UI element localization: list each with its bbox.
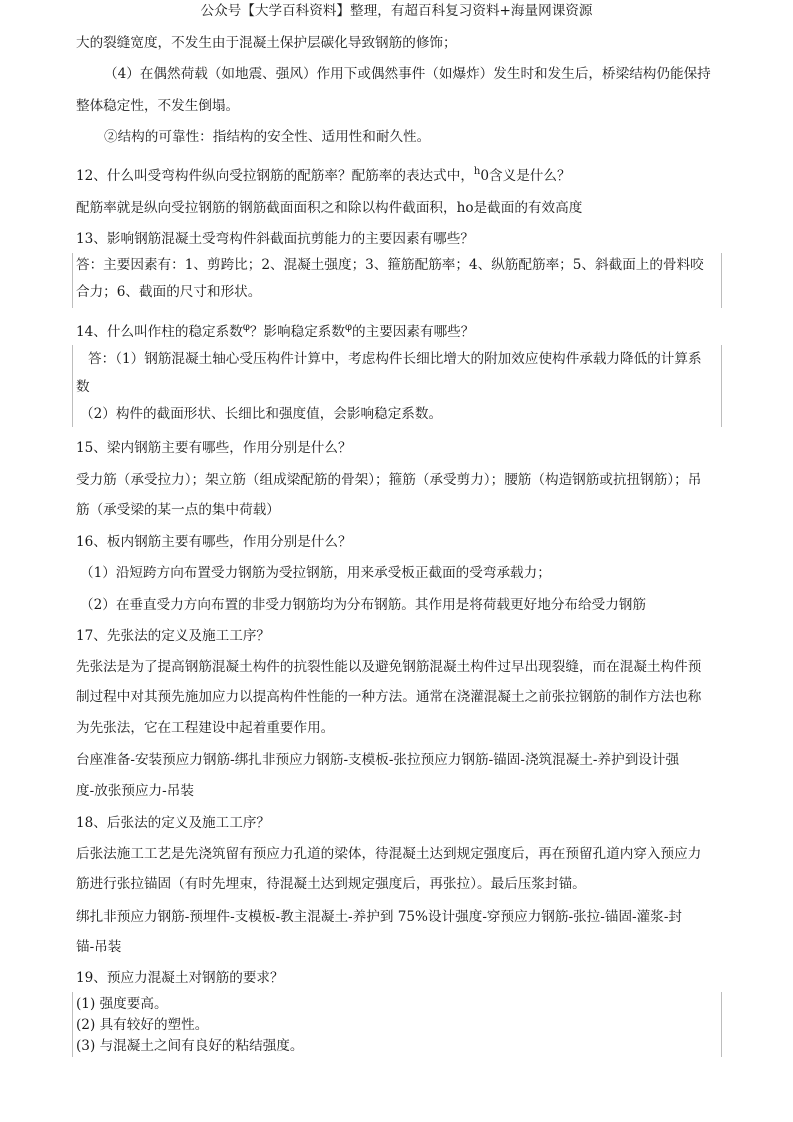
question-13: 13、影响钢筋混凝土受弯构件斜截面抗剪能力的主要因素有哪些？: [76, 231, 474, 247]
paragraph-line: 大的裂缝宽度，不发生由于混凝土保护层碳化导致钢筋的修饰；: [76, 35, 457, 51]
question-19: 19、预应力混凝土对钢筋的要求？: [76, 970, 284, 986]
answer-17-line: 先张法是为了提高钢筋混凝土构件的抗裂性能以及避免钢筋混凝土构件过早出现裂缝，而在混凝土构件预: [76, 659, 702, 675]
paragraph-line: ②结构的可靠性：指结构的安全性、适用性和耐久性。: [104, 129, 431, 145]
answer-17-line: 为先张法，它在工程建设中起着重要作用。: [76, 720, 335, 736]
answer-13-line: 合力；6、截面的尺寸和形状。: [76, 284, 262, 300]
answer-14-line: 答：（1）钢筋混凝土轴心受压构件计算中，考虑构件长细比增大的附加效应使构件承载力降低的计算系: [88, 351, 702, 367]
question-text: ？影响稳定系数: [249, 324, 345, 340]
phi-symbol: φ: [242, 322, 250, 333]
answer-12: 配筋率就是纵向受拉钢筋的钢筋截面面积之和除以构件截面积，ho是截面的有效高度: [76, 200, 583, 216]
question-18: 18、后张法的定义及施工工序？: [76, 815, 271, 831]
question-15: 15、梁内钢筋主要有哪些，作用分别是什么？: [76, 440, 352, 456]
answer-14-line: （2）构件的截面形状、长细比和强度值，会影响稳定系数。: [80, 406, 443, 422]
answer-15-line: 受力筋（承受拉力）；架立筋（组成梁配筋的骨架）；箍筋（承受剪力）；腰筋（构造钢筋或抗扭钢筋）；吊: [76, 472, 702, 488]
question-14: [76, 324, 474, 342]
answer-16-line: （2）在垂直受力方向布置的非受力钢筋均为分布钢筋。其作用是将荷载更好地分布给受力钢筋: [80, 597, 646, 613]
answer-19-line: (3) 与混凝土之间有良好的粘结强度。: [76, 1038, 304, 1054]
answer-18-line: 绑扎非预应力钢筋-预埋件-支模板-教主混凝土-养护到 75%设计强度-穿预应力钢筋-张拉-锚固-灌浆-封: [76, 909, 683, 925]
h-symbol: h: [473, 166, 481, 177]
question-text: 14、什么叫作柱的稳定系数: [76, 324, 243, 340]
page-header: 公众号【大学百科资料】整理，有超百科复习资料+海量网课资源: [200, 3, 593, 19]
answer-17-line: 台座准备-安装预应力钢筋-绑扎非预应力钢筋-支模板-张拉预应力钢筋-锚固-浇筑混凝土-养护到设计强: [76, 752, 680, 768]
answer-13-line: 答：主要因素有：1、剪跨比；2、混凝土强度；3、箍筋配筋率；4、纵筋配筋率；5、斜截面上的骨料咬: [76, 257, 704, 273]
answer-19-line: (2) 具有较好的塑性。: [76, 1017, 209, 1033]
answer-19-line: (1) 强度要高。: [76, 996, 168, 1012]
question-text: 12、什么叫受弯构件纵向受拉钢筋的配筋率？配筋率的表达式中，: [76, 168, 474, 184]
question-12: [76, 168, 571, 186]
answer-17-line: 度-放张预应力-吊装: [76, 783, 194, 799]
answer-18-line: 后张法施工工艺是先浇筑留有预应力孔道的梁体，待混凝土达到规定强度后，再在预留孔道内穿入预应力: [76, 846, 702, 862]
question-text: 的主要因素有哪些？: [352, 324, 475, 340]
question-text: 0含义是什么？: [480, 168, 571, 184]
answer-15-line: 筋（承受梁的某一点的集中荷载）: [76, 502, 280, 518]
phi-symbol: φ: [345, 322, 353, 333]
paragraph-line: 整体稳定性，不发生倒塌。: [76, 98, 240, 114]
answer-14-line: 数: [76, 379, 90, 395]
answer-18-line: 锚-吊装: [76, 939, 122, 955]
answer-16-line: （1）沿短跨方向布置受力钢筋为受拉钢筋，用来承受板正截面的受弯承载力；: [80, 565, 551, 581]
question-17: 17、先张法的定义及施工工序？: [76, 628, 271, 644]
answer-18-line: 筋进行张拉锚固（有时先埋束，待混凝土达到规定强度后，再张拉）。最后压浆封锚。: [76, 876, 586, 892]
answer-17-line: 制过程中对其预先施加应力以提高构件性能的一种方法。通常在浇灌混凝土之前张拉钢筋的制作方法也称: [76, 689, 702, 705]
question-16: 16、板内钢筋主要有哪些，作用分别是什么？: [76, 534, 352, 550]
paragraph-line: （4）在偶然荷载（如地震、强风）作用下或偶然事件（如爆炸）发生时和发生后，桥梁结构仍能保持: [104, 66, 711, 82]
